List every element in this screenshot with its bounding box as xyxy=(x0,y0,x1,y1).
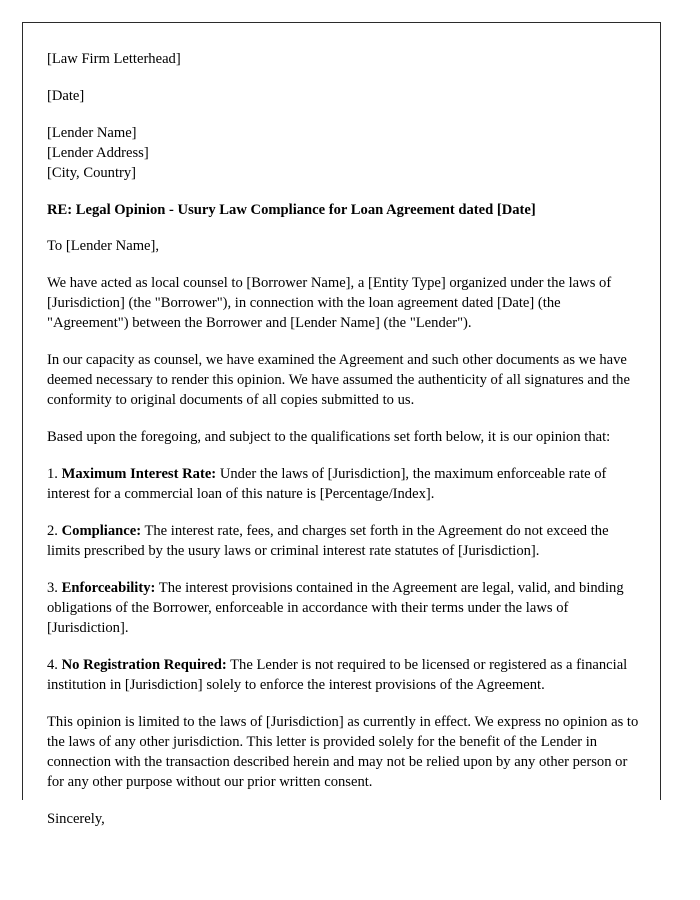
opinion-number-4: 4. xyxy=(47,657,58,673)
recipient-city-country: [City, Country] xyxy=(47,165,137,181)
opinion-label-3: Enforceability: xyxy=(61,580,156,596)
opinion-item-3 xyxy=(47,578,642,638)
opinion-text-3: The interest provisions contained in the Agreement are legal, valid, and binding obligations of the Borrower, enforceable in accordance with their terms under the laws of [Jurisdiction]. xyxy=(47,580,624,636)
letterhead-placeholder: [Law Firm Letterhead] xyxy=(47,51,181,67)
paragraph-limitation: This opinion is limited to the laws of [Jurisdiction] as currently in effect. We express no opinion as to the laws of any other jurisdiction. This letter is provided solely for the benefit of the Lender in connection with the transaction described herein and may not be relied upon by any other person or for any other purpose without our prior written consent. xyxy=(47,714,639,790)
opinion-text-1: Under the laws of [Jurisdiction], the maximum enforceable rate of interest for a commercial loan of this nature is [Percentage/Index]. xyxy=(47,466,607,502)
recipient-address-block xyxy=(47,123,642,183)
opinion-item-2 xyxy=(47,521,642,561)
opinion-number-3: 3. xyxy=(47,580,58,596)
salutation: To [Lender Name], xyxy=(47,238,160,254)
opinion-label-2: Compliance: xyxy=(61,523,142,539)
opinion-text-2: The interest rate, fees, and charges set forth in the Agreement do not exceed the limits prescribed by the usury laws or criminal interest rate statutes of [Jurisdiction]. xyxy=(47,523,609,559)
paragraph-examination: In our capacity as counsel, we have examined the Agreement and such other documents as we have deemed necessary to render this opinion. We have assumed the authenticity of all signatures and the conformity to original documents of all copies submitted to us. xyxy=(47,352,630,408)
closing-salutation: Sincerely, xyxy=(47,811,105,827)
document-body xyxy=(47,49,642,827)
paragraph-opinion-intro: Based upon the foregoing, and subject to the qualifications set forth below, it is our opinion that: xyxy=(47,429,611,445)
recipient-address: [Lender Address] xyxy=(47,145,149,161)
opinion-label-4: No Registration Required: xyxy=(61,657,227,673)
date-placeholder: [Date] xyxy=(47,88,85,104)
document-page xyxy=(22,22,661,827)
recipient-name: [Lender Name] xyxy=(47,125,137,141)
opinion-number-2: 2. xyxy=(47,523,58,539)
opinion-number-1: 1. xyxy=(47,466,58,482)
opinion-text-4: The Lender is not required to be licensed or registered as a financial institution in [Jurisdiction] solely to enforce the interest provisions of the Agreement. xyxy=(47,657,628,693)
opinion-item-4 xyxy=(47,655,642,695)
opinion-label-1: Maximum Interest Rate: xyxy=(61,466,217,482)
opinion-item-1 xyxy=(47,464,642,504)
subject-line: RE: Legal Opinion - Usury Law Compliance for Loan Agreement dated [Date] xyxy=(47,202,536,218)
paragraph-intro: We have acted as local counsel to [Borrower Name], a [Entity Type] organized under the laws of [Jurisdiction] (the "Borrower"), in connection with the loan agreement dated [Date] (the "Agreement") between the Borrower and [Lender Name] (the "Lender"). xyxy=(47,275,612,331)
